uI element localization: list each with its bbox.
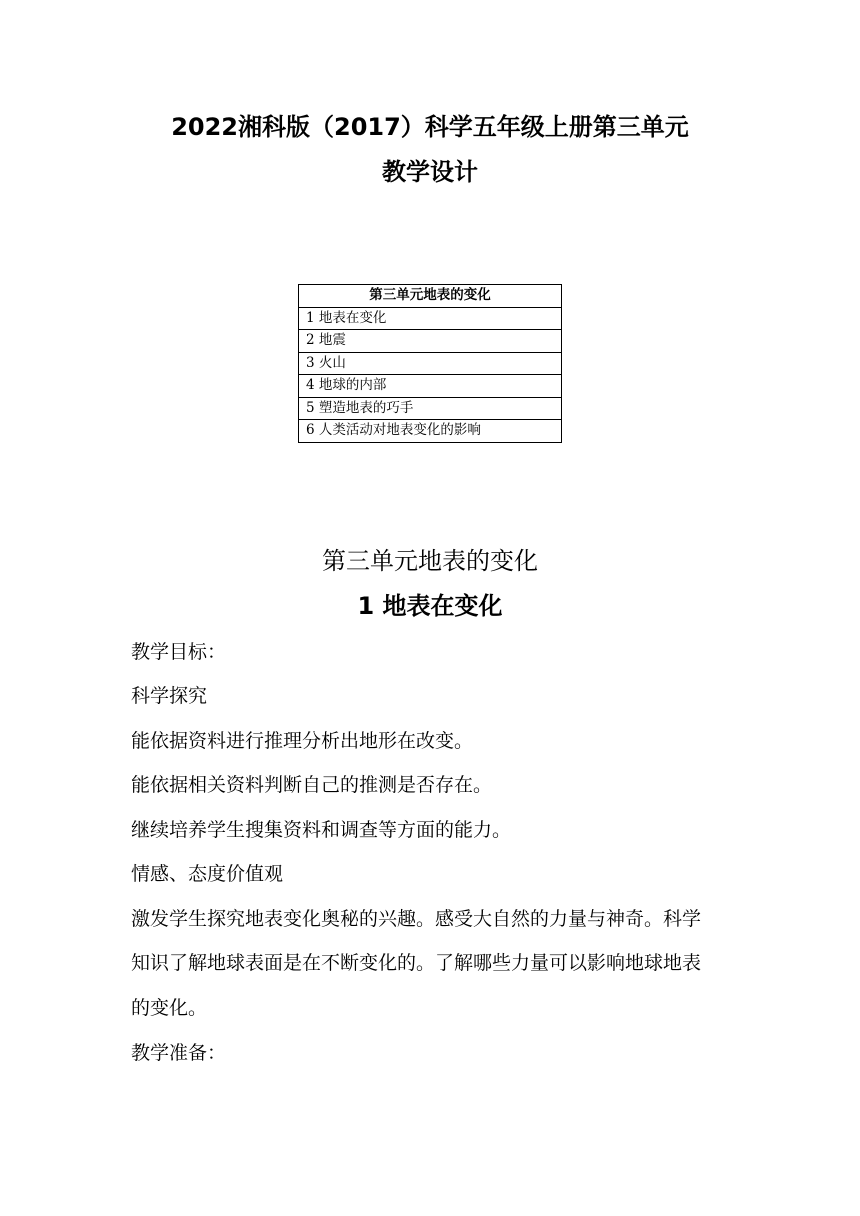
table-row	[299, 307, 562, 330]
table-cell-lesson-4: 4 地球的内部	[299, 375, 562, 398]
table-row	[299, 375, 562, 398]
document-title-line-2: 教学设计	[382, 158, 478, 186]
table-header-row	[299, 285, 562, 308]
table-header-cell: 第三单元地表的变化	[299, 285, 562, 308]
table-cell-lesson-5: 5 塑造地表的巧手	[299, 397, 562, 420]
teaching-objectives-label: 教学目标：	[131, 641, 227, 663]
body-text-line: 激发学生探究地表变化奥秘的兴趣。感受大自然的力量与神奇。科学	[131, 908, 702, 930]
table-cell-lesson-3: 3 火山	[299, 352, 562, 375]
body-text-line: 继续培养学生搜集资料和调查等方面的能力。	[131, 819, 512, 841]
attitude-values-label: 情感、态度价值观	[131, 863, 284, 885]
unit-heading: 第三单元地表的变化	[322, 547, 538, 575]
teaching-preparation-label: 教学准备：	[131, 1042, 227, 1064]
lesson-heading: 1 地表在变化	[357, 592, 503, 620]
table-row	[299, 397, 562, 420]
table-cell-lesson-1: 1 地表在变化	[299, 307, 562, 330]
body-text-line: 能依据相关资料判断自己的推测是否存在。	[131, 774, 493, 796]
table-cell-lesson-2: 2 地震	[299, 330, 562, 353]
body-text-line: 知识了解地球表面是在不断变化的。了解哪些力量可以影响地球地表	[131, 952, 702, 974]
table-row	[299, 420, 562, 443]
unit-contents-table	[298, 284, 562, 443]
table-row	[299, 352, 562, 375]
body-text-line: 能依据资料进行推理分析出地形在改变。	[131, 730, 474, 752]
table-row	[299, 330, 562, 353]
body-text-line: 的变化。	[131, 997, 208, 1019]
table-cell-lesson-6: 6 人类活动对地表变化的影响	[299, 420, 562, 443]
science-inquiry-label: 科学探究	[131, 685, 208, 707]
document-title-line-1: 2022湘科版（2017）科学五年级上册第三单元	[171, 113, 689, 141]
